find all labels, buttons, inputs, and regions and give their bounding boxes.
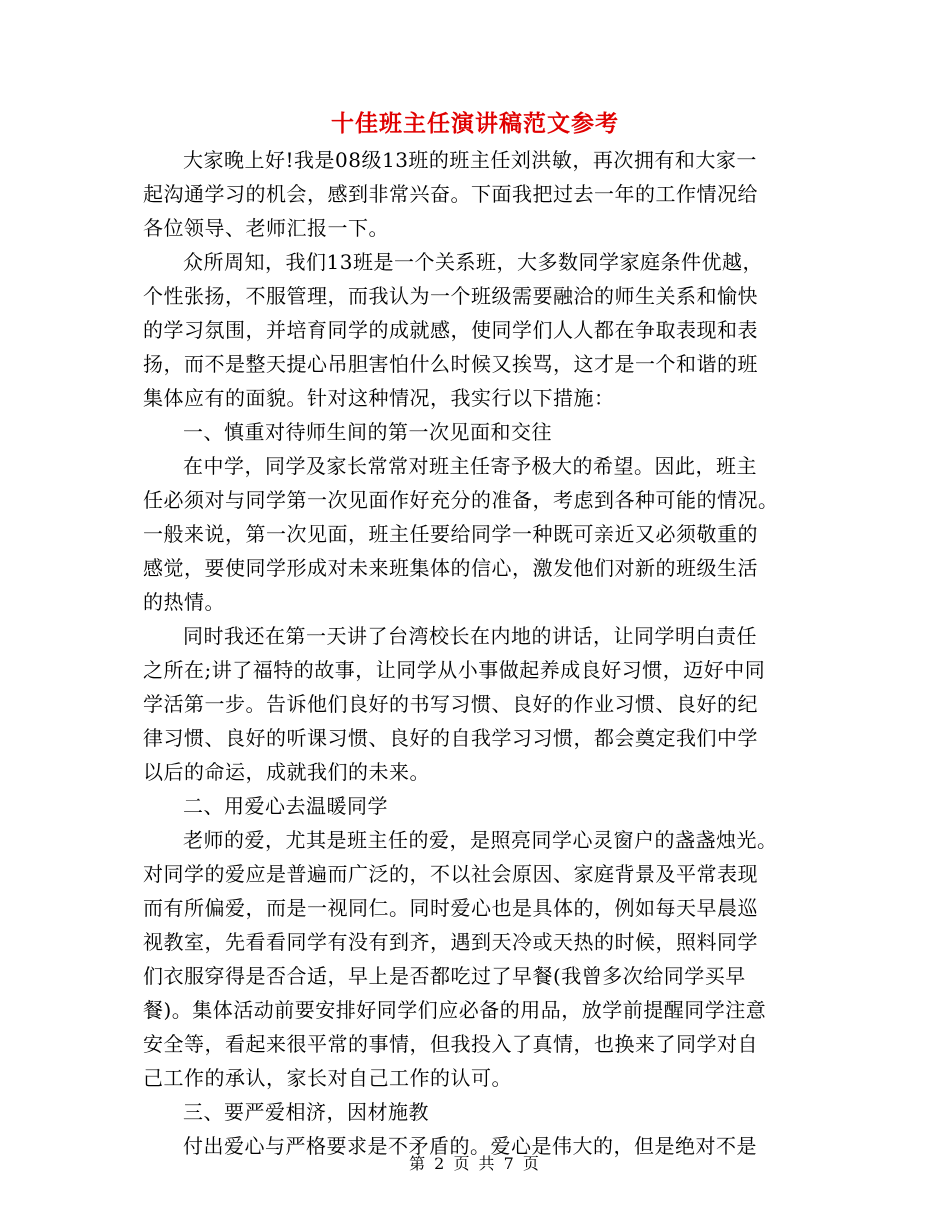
text-line: 之所在;讲了福特的故事，让同学从小事做起养成良好习惯，迈好中同 (143, 658, 766, 682)
page-footer: 第 2 页 共 7 页 (409, 1154, 541, 1173)
text-line: 老师的爱，尤其是班主任的爱，是照亮同学心灵窗户的盏盏烛光。 (183, 828, 778, 852)
text-line: 各位领导、老师汇报一下。 (143, 216, 389, 240)
text-line: 的热情。 (143, 590, 225, 614)
text-line: 起沟通学习的机会，感到非常兴奋。下面我把过去一年的工作情况给 (143, 182, 758, 206)
text-line: 众所周知，我们13班是一个关系班，大多数同学家庭条件优越， (183, 250, 763, 274)
text-line: 付出爱心与严格要求是不矛盾的。爱心是伟大的，但是绝对不是 (183, 1134, 757, 1158)
text-line: 个性张扬，不服管理，而我认为一个班级需要融洽的师生关系和愉快 (143, 284, 758, 308)
paragraph (143, 1095, 808, 1129)
text-line: 一、慎重对待师生间的第一次见面和交往 (183, 420, 552, 444)
paragraph (143, 823, 808, 1095)
text-line: 安全等，看起来很平常的事情，但我投入了真情，也换来了同学对自 (143, 1032, 758, 1056)
text-line: 学活第一步。告诉他们良好的书写习惯、良好的作业习惯、良好的纪 (143, 692, 758, 716)
paragraph (143, 415, 808, 449)
text-line: 集体应有的面貌。针对这种情况，我实行以下措施： (143, 386, 615, 410)
text-line: 对同学的爱应是普遍而广泛的，不以社会原因、家庭背景及平常表现 (143, 862, 758, 886)
text-line: 律习惯、良好的听课习惯、良好的自我学习习惯，都会奠定我们中学 (143, 726, 758, 750)
text-line: 在中学，同学及家长常常对班主任寄予极大的希望。因此，班主 (183, 454, 757, 478)
paragraph (143, 449, 808, 619)
text-line: 一般来说，第一次见面，班主任要给同学一种既可亲近又必须敬重的 (143, 522, 758, 546)
paragraph (143, 619, 808, 789)
text-line: 三、要严爱相济，因材施教 (183, 1100, 429, 1124)
text-line: 视教室，先看看同学有没有到齐，遇到天冷或天热的时候，照料同学 (143, 930, 758, 954)
text-line: 任必须对与同学第一次见面作好充分的准备，考虑到各种可能的情况。 (143, 488, 779, 512)
text-line: 们衣服穿得是否合适，早上是否都吃过了早餐(我曾多次给同学买早 (143, 964, 746, 988)
text-line: 己工作的承认，家长对自己工作的认可。 (143, 1066, 512, 1090)
text-line: 二、用爱心去温暖同学 (183, 794, 388, 818)
text-line: 感觉，要使同学形成对未来班集体的信心，激发他们对新的班级生活 (143, 556, 758, 580)
document-body (143, 143, 808, 1163)
text-line: 的学习氛围，并培育同学的成就感，使同学们人人都在争取表现和表 (143, 318, 758, 342)
paragraph (143, 245, 808, 415)
text-line: 以后的命运，成就我们的未来。 (143, 760, 430, 784)
text-line: 大家晚上好!我是08级13班的班主任刘洪敏，再次拥有和大家一 (183, 148, 757, 172)
text-line: 扬，而不是整天提心吊胆害怕什么时候又挨骂，这才是一个和谐的班 (143, 352, 758, 376)
text-line: 而有所偏爱，而是一视同仁。同时爱心也是具体的，例如每天早晨巡 (143, 896, 758, 920)
paragraph (143, 789, 808, 823)
document-title: 十佳班主任演讲稿范文参考 (331, 110, 619, 137)
paragraph (143, 143, 808, 245)
text-line: 同时我还在第一天讲了台湾校长在内地的讲话，让同学明白责任 (183, 624, 757, 648)
text-line: 餐)。集体活动前要安排好同学们应必备的用品，放学前提醒同学注意 (143, 998, 767, 1022)
